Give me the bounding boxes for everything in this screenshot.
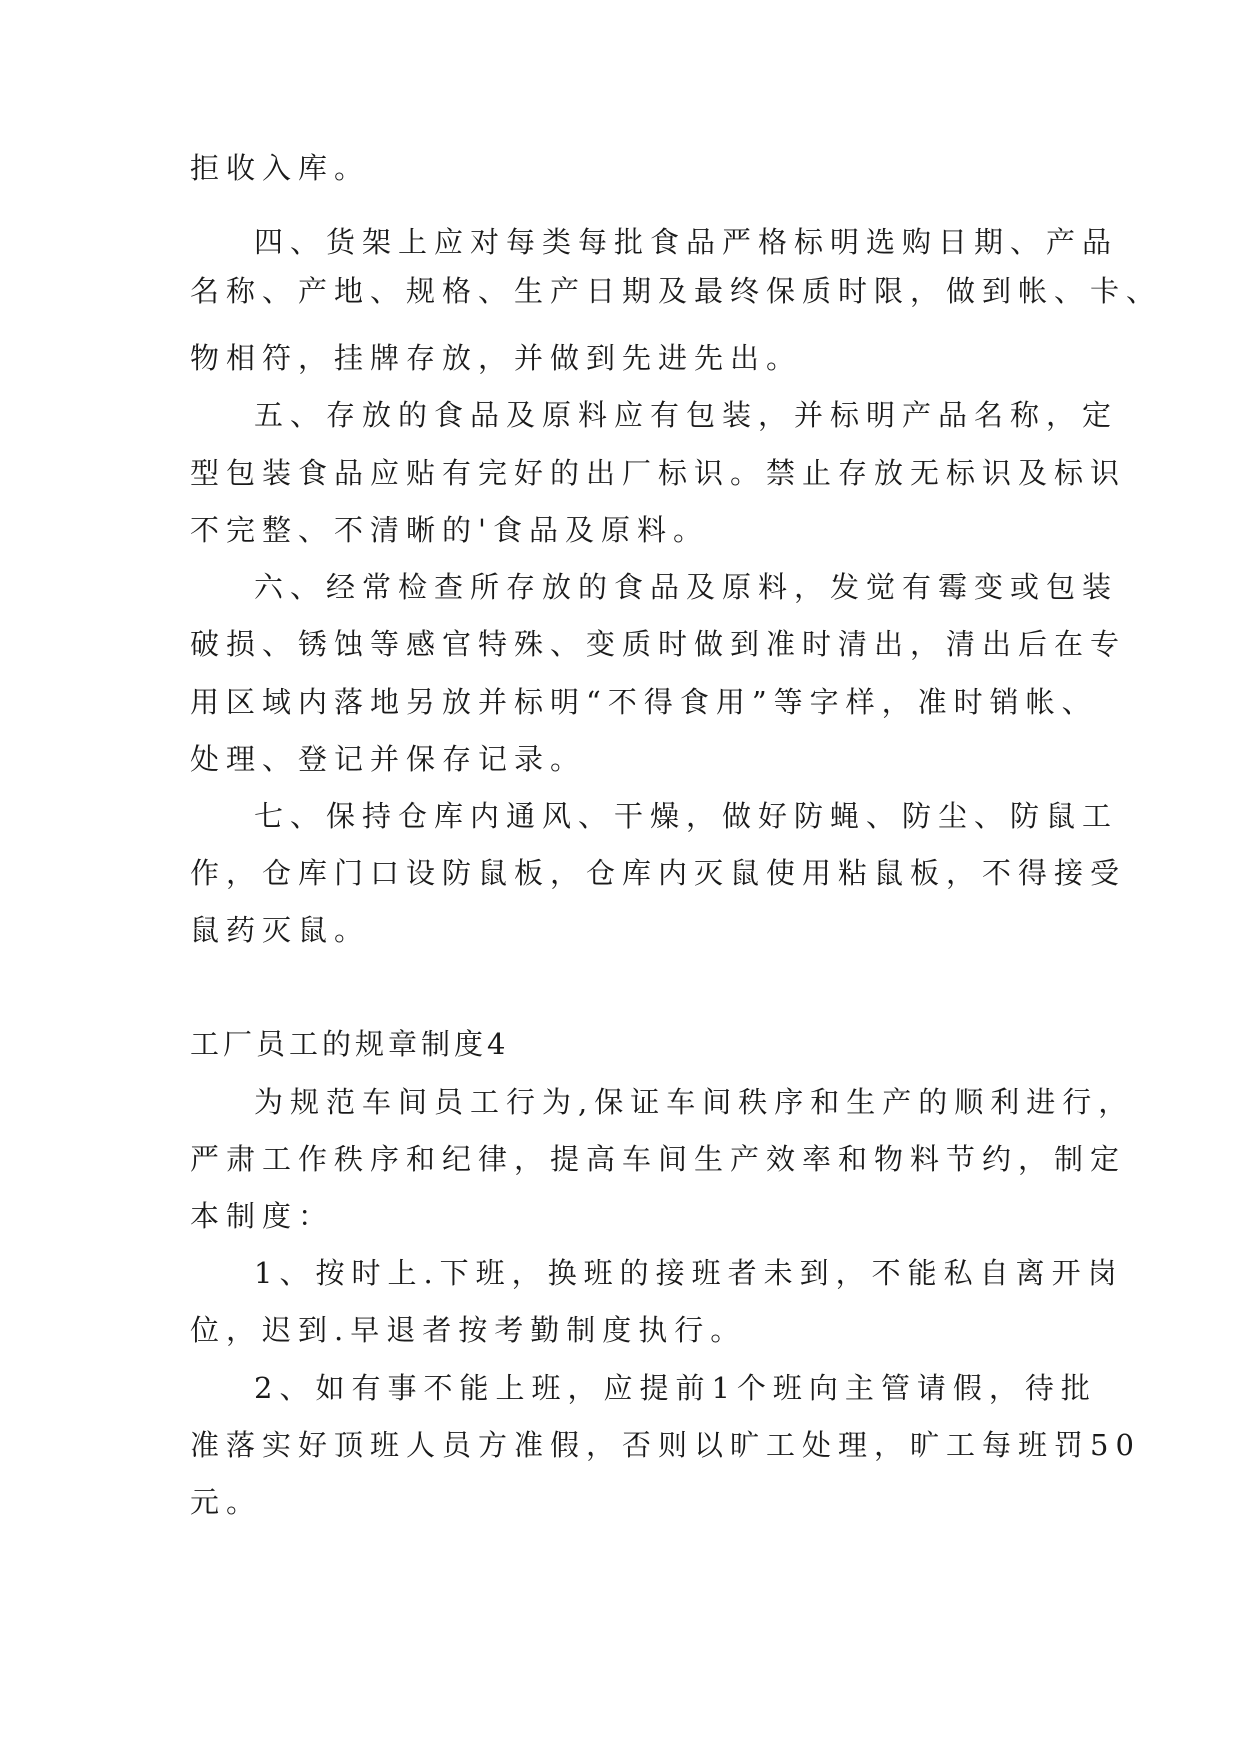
text-line: 不完整、不清晰的'食品及原料。 bbox=[190, 513, 709, 547]
text-line: 型包装食品应贴有完好的出厂标识。禁止存放无标识及标识 bbox=[190, 456, 1127, 490]
text-line: 准落实好顶班人员方准假，否则以旷工处理，旷工每班罚50 bbox=[190, 1428, 1141, 1462]
text-line: 拒收入库。 bbox=[190, 151, 371, 185]
text-line: 鼠药灭鼠。 bbox=[190, 913, 371, 947]
text-line: 严肃工作秩序和纪律，提高车间生产效率和物料节约，制定 bbox=[190, 1142, 1127, 1176]
text-line: 处理、登记并保存记录。 bbox=[190, 742, 587, 776]
section-heading: 工厂员工的规章制度4 bbox=[190, 1027, 510, 1061]
intro-paragraph-start: 为规范车间员工行为,保证车间秩序和生产的顺利进行， bbox=[254, 1085, 1135, 1119]
text-line: 位，迟到.早退者按考勤制度执行。 bbox=[190, 1313, 747, 1347]
rule-1-start: 1、按时上.下班，换班的接班者未到，不能私自离开岗 bbox=[254, 1256, 1124, 1290]
text-line: 名称、产地、规格、生产日期及最终保质时限，做到帐、卡、 bbox=[190, 274, 1163, 308]
text-line: 物相符，挂牌存放，并做到先进先出。 bbox=[190, 341, 803, 375]
rule-2-start: 2、如有事不能上班，应提前1个班向主管请假，待批 bbox=[254, 1371, 1097, 1405]
paragraph-7-start: 七、保持仓库内通风、干燥，做好防蝇、防尘、防鼠工 bbox=[254, 799, 1119, 833]
text-line: 元。 bbox=[190, 1485, 263, 1519]
paragraph-4-start: 四、货架上应对每类每批食品严格标明选购日期、产品 bbox=[254, 225, 1119, 259]
text-line: 本制度： bbox=[190, 1199, 335, 1233]
text-line: 破损、锈蚀等感官特殊、变质时做到准时清出，清出后在专 bbox=[190, 627, 1127, 661]
paragraph-6-start: 六、经常检查所存放的食品及原料，发觉有霉变或包装 bbox=[254, 570, 1119, 604]
text-line: 用区域内落地另放并标明“不得食用”等字样，准时销帐、 bbox=[190, 685, 1098, 719]
text-line: 作，仓库门口设防鼠板，仓库内灭鼠使用粘鼠板，不得接受 bbox=[190, 856, 1127, 890]
paragraph-5-start: 五、存放的食品及原料应有包装，并标明产品名称，定 bbox=[254, 398, 1119, 432]
